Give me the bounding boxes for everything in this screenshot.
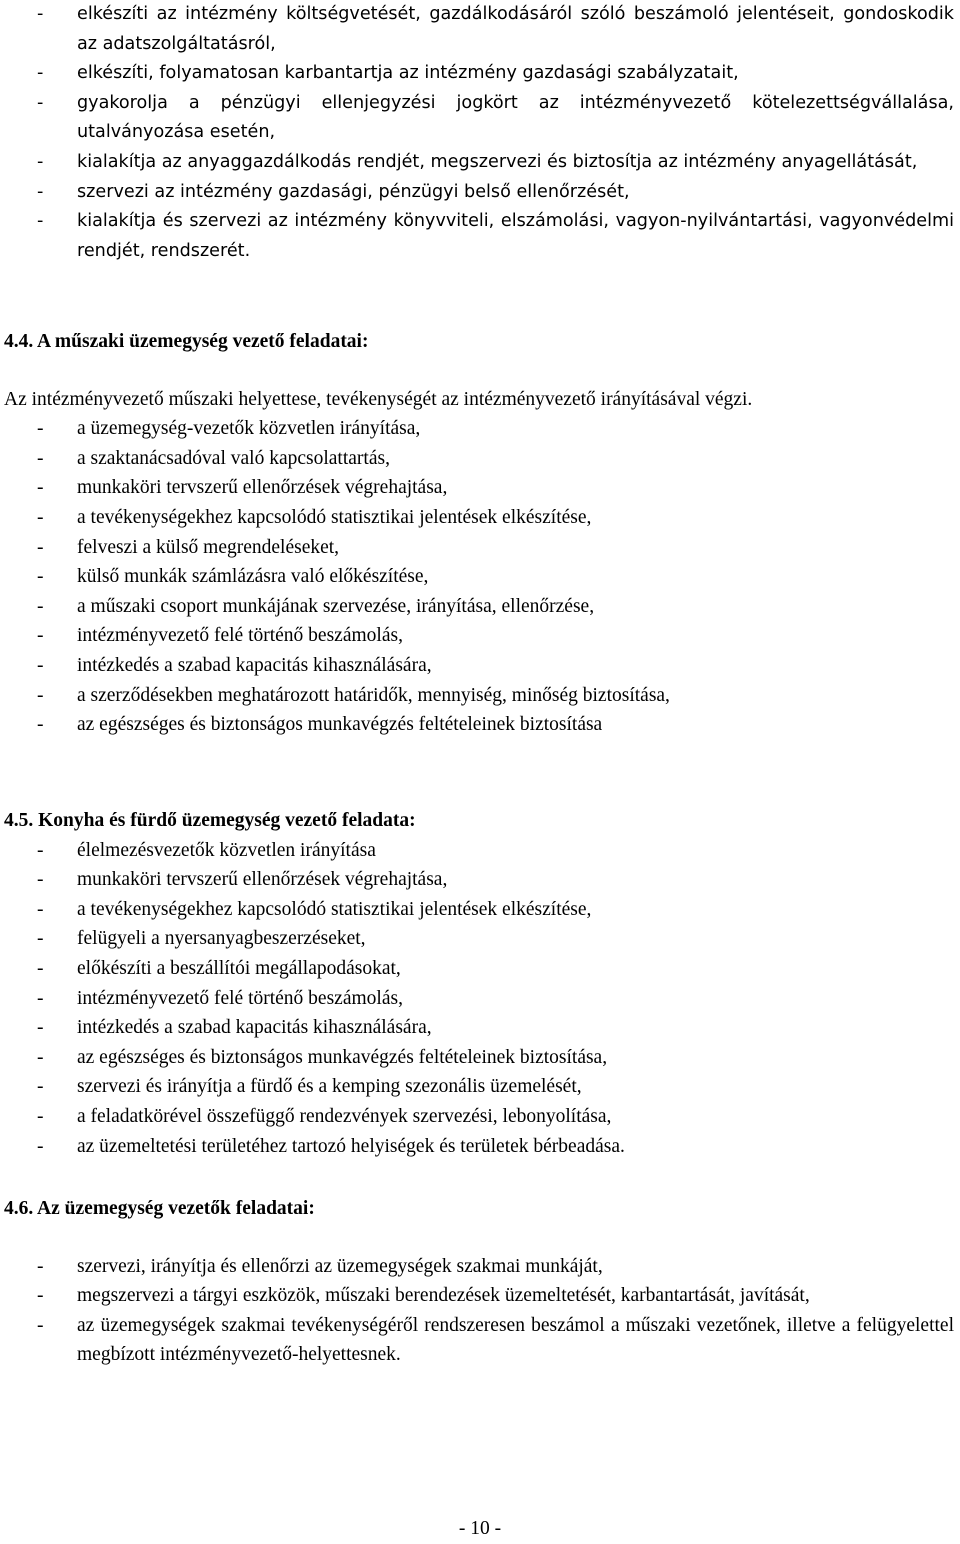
list-item: - megszervezi a tárgyi eszközök, műszaki berendezések üzemeltetését, karbantartását, javítását, [37, 1281, 954, 1311]
list-item: - gyakorolja a pénzügyi ellenjegyzési jogkört az intézményvezető kötelezettségvállalása, utalványozása esetén, [37, 89, 954, 148]
section-4-4 [4, 327, 954, 740]
list-item: - intézkedés a szabad kapacitás kihasználására, [37, 651, 954, 681]
section-4-5 [4, 806, 954, 1161]
list-item: - szervezi és irányítja a fürdő és a kemping szezonális üzemelését, [37, 1072, 954, 1102]
list-item: - felügyeli a nyersanyagbeszerzéseket, [37, 924, 954, 954]
section-list [37, 1252, 954, 1370]
list-item: - intézményvezető felé történő beszámolás, [37, 621, 954, 651]
top-list [37, 0, 954, 266]
list-item: - az egészséges és biztonságos munkavégzés feltételeinek biztosítása, [37, 1043, 954, 1073]
list-item: - intézkedés a szabad kapacitás kihasználására, [37, 1013, 954, 1043]
list-item: - a tevékenységekhez kapcsolódó statisztikai jelentések elkészítése, [37, 503, 954, 533]
list-item: - az egészséges és biztonságos munkavégzés feltételeinek biztosítása [37, 710, 954, 740]
list-item: - intézményvezető felé történő beszámolás, [37, 984, 954, 1014]
list-item: - szervezi az intézmény gazdasági, pénzügyi belső ellenőrzését, [37, 178, 954, 208]
list-item: - a műszaki csoport munkájának szervezése, irányítása, ellenőrzése, [37, 592, 954, 622]
section-heading: 4.5. Konyha és fürdő üzemegység vezető feladata: [4, 810, 416, 831]
list-item: - a szerződésekben meghatározott határidők, mennyiség, minőség biztosítása, [37, 681, 954, 711]
list-item: - élelmezésvezetők közvetlen irányítása [37, 836, 954, 866]
list-item: - elkészíti az intézmény költségvetését, gazdálkodásáról szóló beszámoló jelentéseit, gondoskodik az adatszolgáltatásról, [37, 0, 954, 59]
list-item: - munkaköri tervszerű ellenőrzések végrehajtása, [37, 473, 954, 503]
list-item: - az üzemeltetési területéhez tartozó helyiségek és területek bérbeadása. [37, 1132, 954, 1162]
list-item: - külső munkák számlázásra való előkészítése, [37, 562, 954, 592]
section-4-6 [4, 1194, 954, 1370]
page-number: - 10 - [458, 1518, 502, 1539]
list-item: - a üzemegység-vezetők közvetlen irányítása, [37, 414, 954, 444]
list-item: - felveszi a külső megrendeléseket, [37, 533, 954, 563]
section-heading: 4.4. A műszaki üzemegység vezető feladatai: [4, 331, 369, 352]
list-item: - az üzemegységek szakmai tevékenységéről rendszeresen beszámol a műszaki vezetőnek, illetve a felügyelettel megbízott intézményvezető-helyettesnek. [37, 1311, 954, 1370]
section-list [37, 414, 954, 740]
section-list [37, 836, 954, 1162]
section-intro: Az intézményvezető műszaki helyettese, tevékenységét az intézményvezető irányításával végzi. [4, 388, 753, 410]
list-item: - elkészíti, folyamatosan karbantartja az intézmény gazdasági szabályzatait, [37, 59, 954, 89]
list-item: - a szaktanácsadóval való kapcsolattartás, [37, 444, 954, 474]
section-heading: 4.6. Az üzemegység vezetők feladatai: [4, 1198, 315, 1219]
list-item: - szervezi, irányítja és ellenőrzi az üzemegységek szakmai munkáját, [37, 1252, 954, 1282]
list-item: - kialakítja és szervezi az intézmény könyvviteli, elszámolási, vagyon-nyilvántartási, vagyonvédelmi rendjét, rendszerét. [37, 207, 954, 266]
list-item: - a tevékenységekhez kapcsolódó statisztikai jelentések elkészítése, [37, 895, 954, 925]
list-item: - kialakítja az anyaggazdálkodás rendjét, megszervezi és biztosítja az intézmény anyagellátását, [37, 148, 954, 178]
list-item: - a feladatkörével összefüggő rendezvények szervezési, lebonyolítása, [37, 1102, 954, 1132]
list-item: - előkészíti a beszállítói megállapodásokat, [37, 954, 954, 984]
list-item: - munkaköri tervszerű ellenőrzések végrehajtása, [37, 865, 954, 895]
